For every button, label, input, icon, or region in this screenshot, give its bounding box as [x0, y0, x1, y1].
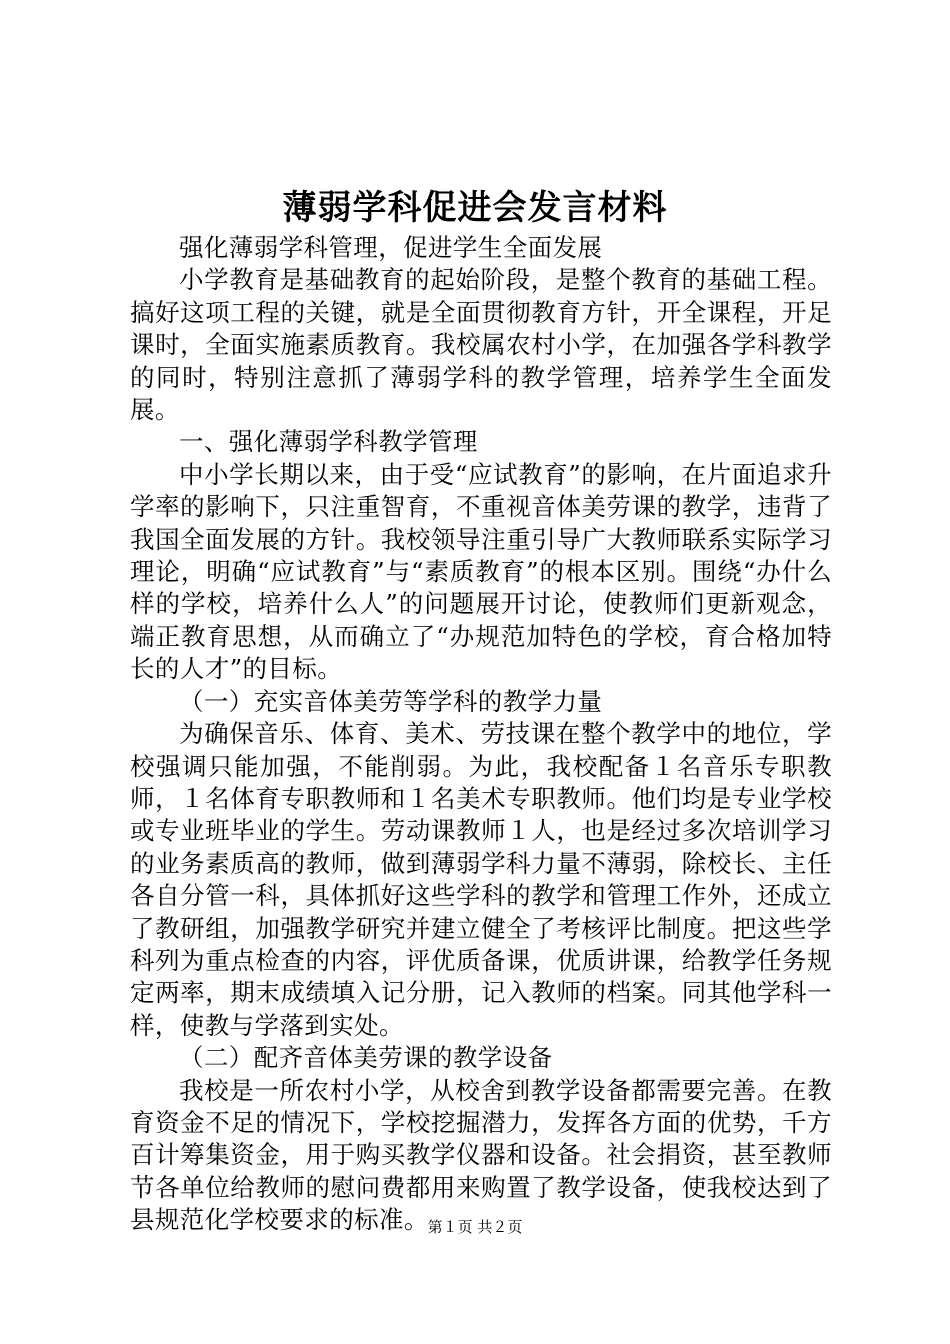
- document-title: 薄弱学科促进会发言材料: [282, 188, 668, 228]
- subsection-heading-1: （一）充实音体美劳等学科的教学力量: [179, 686, 603, 716]
- document-body: [130, 232, 832, 1237]
- section-1-paragraph: 中小学长期以来，由于受“应试教育”的影响，在片面追求升学率的影响下，只注重智育，不重视音体美劳课的教学，违背了我国全面发展的方针。我校领导注重引导广大教师联系实际学习理论，明确“应试教育”与“素质教育”的根本区别。围绕“办什么样的学校，培养什么人”的问题展开讨论，使教师们更新观念，端正教育思想，从而确立了“办规范加特色的学校，育合格加特长的人才”的目标。: [130, 459, 832, 684]
- subtitle-paragraph: 强化薄弱学科管理，促进学生全面发展: [179, 233, 603, 262]
- intro-paragraph: 小学教育是基础教育的起始阶段，是整个教育的基础工程。搞好这项工程的关键，就是全面贯彻教育方针，开全课程，开足课时，全面实施素质教育。我校属农村小学，在加强各学科教学的同时，特别注意抓了薄弱学科的教学管理，培养学生全面发展。: [130, 265, 832, 425]
- subsection-1-paragraph: 为确保音乐、体育、美术、劳技课在整个教学中的地位，学校强调只能加强，不能削弱。为此，我校配备１名音乐专职教师，１名体育专职教师和１名美术专职教师。他们均是专业学校或专业班毕业的学生。劳动课教师１人，也是经过多次培训学习的业务素质高的教师，做到薄弱学科力量不薄弱，除校长、主任各自分管一科，具体抓好这些学科的教学和管理工作外，还成立了教研组，加强教学研究并建立健全了考核评比制度。把这些学科列为重点检查的内容，评优质备课，优质讲课，给教学任务规定两率，期末成绩填入记分册，记入教师的档案。同其他学科一样，使教与学落到实处。: [130, 719, 832, 1040]
- section-heading-1: 一、强化薄弱学科教学管理: [179, 427, 478, 457]
- subsection-2-paragraph: 我校是一所农村小学，从校舍到教学设备都需要完善。在教育资金不足的情况下，学校挖掘潜力，发挥各方面的优势，千方百计筹集资金，用于购买教学仪器和设备。社会捐资，甚至教师节各单位给教师的慰问费都用来购置了教学设备，使我校达到了县规范化学校要求的标准。: [130, 1075, 832, 1235]
- page-number-footer: 第１页 共２页: [427, 1218, 523, 1236]
- subsection-heading-2: （二）配齐音体美劳课的教学设备: [179, 1043, 553, 1073]
